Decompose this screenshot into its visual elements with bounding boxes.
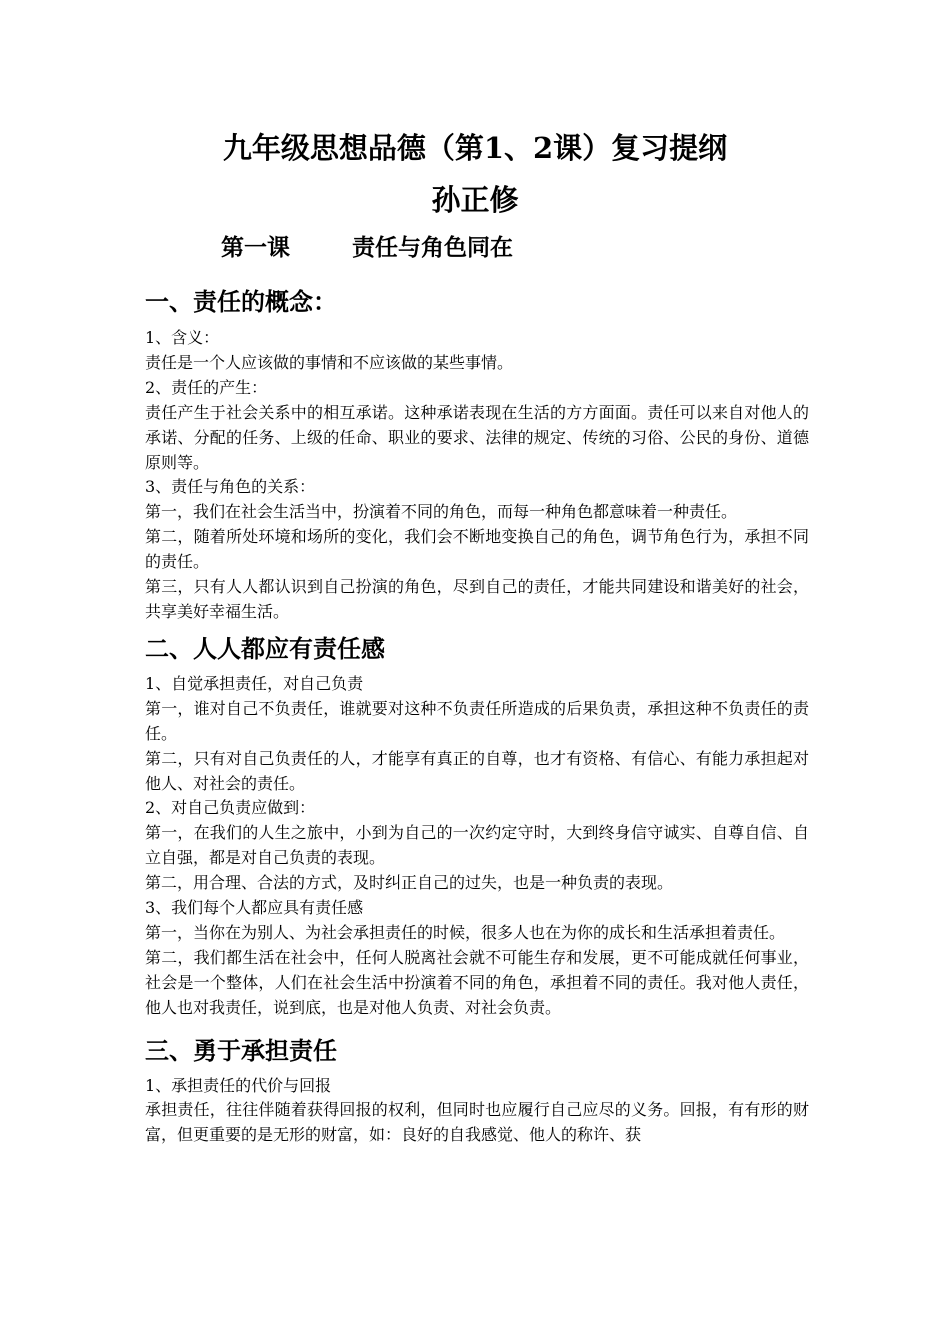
paragraph: 第二，用合理、合法的方式，及时纠正自己的过失，也是一种负责的表现。	[145, 873, 674, 893]
paragraph: 责任产生于社会关系中的相互承诺。这种承诺表现在生活的方方面面。责任可以来自对他人的承诺、分配的任务、上级的任命、职业的要求、法律的规定、传统的习俗、公民的身份、道德原则等。	[145, 402, 809, 472]
document-body	[145, 280, 809, 1148]
paragraph: 3、我们每个人都应具有责任感	[145, 898, 364, 918]
paragraph: 第二，我们都生活在社会中，任何人脱离社会就不可能生存和发展，更不可能成就任何事业，社会是一个整体，人们在社会生活中扮演着不同的角色，承担着不同的责任。我对他人责任，他人也对我责任，说到底，也是对他人负责、对社会负责。	[145, 947, 809, 1017]
paragraph: 2、责任的产生：	[145, 377, 268, 397]
section-heading: 二、人人都应有责任感	[145, 633, 385, 663]
paragraph: 第二，随着所处环境和场所的变化，我们会不断地变换自己的角色，调节角色行为，承担不同的责任。	[145, 527, 809, 572]
document-title: 九年级思想品德（第1、2课）复习提纲	[222, 131, 728, 165]
lesson-name: 责任与角色同在	[352, 234, 513, 261]
paragraph: 承担责任，往往伴随着获得回报的权利，但同时也应履行自己应尽的义务。回报，有有形的财富，但更重要的是无形的财富，如：良好的自我感觉、他人的称许、获	[145, 1100, 809, 1145]
paragraph: 第一，在我们的人生之旅中，小到为自己的一次约定守时，大到终身信守诚实、自尊自信、自立自强，都是对自己负责的表现。	[145, 823, 809, 868]
paragraph: 第三，只有人人都认识到自己扮演的角色，尽到自己的责任，才能共同建设和谐美好的社会，共享美好幸福生活。	[145, 577, 809, 621]
paragraph: 1、含义：	[145, 328, 220, 347]
section-heading: 一、责任的概念：	[145, 287, 337, 316]
paragraph: 责任是一个人应该做的事情和不应该做的某些事情。	[145, 352, 514, 372]
lesson-number: 第一课	[221, 234, 290, 261]
paragraph: 1、承担责任的代价与回报	[145, 1075, 332, 1095]
paragraph: 第一，当你在为别人、为社会承担责任的时候，很多人也在为你的成长和生活承担着责任。	[145, 922, 786, 942]
paragraph: 第一，我们在社会生活当中，扮演着不同的角色，而每一种角色都意味着一种责任。	[145, 502, 738, 522]
section-heading: 三、勇于承担责任	[145, 1035, 337, 1065]
lesson-heading	[221, 230, 513, 266]
paragraph: 第一，谁对自己不负责任，谁就要对这种不负责任所造成的后果负责，承担这种不负责任的责任。	[145, 698, 809, 743]
paragraph: 2、对自己负责应做到：	[145, 798, 316, 818]
paragraph: 1、自觉承担责任，对自己负责	[145, 673, 364, 693]
document-author: 孙正修	[431, 183, 519, 217]
paragraph: 第二，只有对自己负责任的人，才能享有真正的自尊，也才有资格、有信心、有能力承担起对他人、对社会的责任。	[145, 748, 809, 793]
paragraph: 3、责任与角色的关系：	[145, 477, 316, 497]
